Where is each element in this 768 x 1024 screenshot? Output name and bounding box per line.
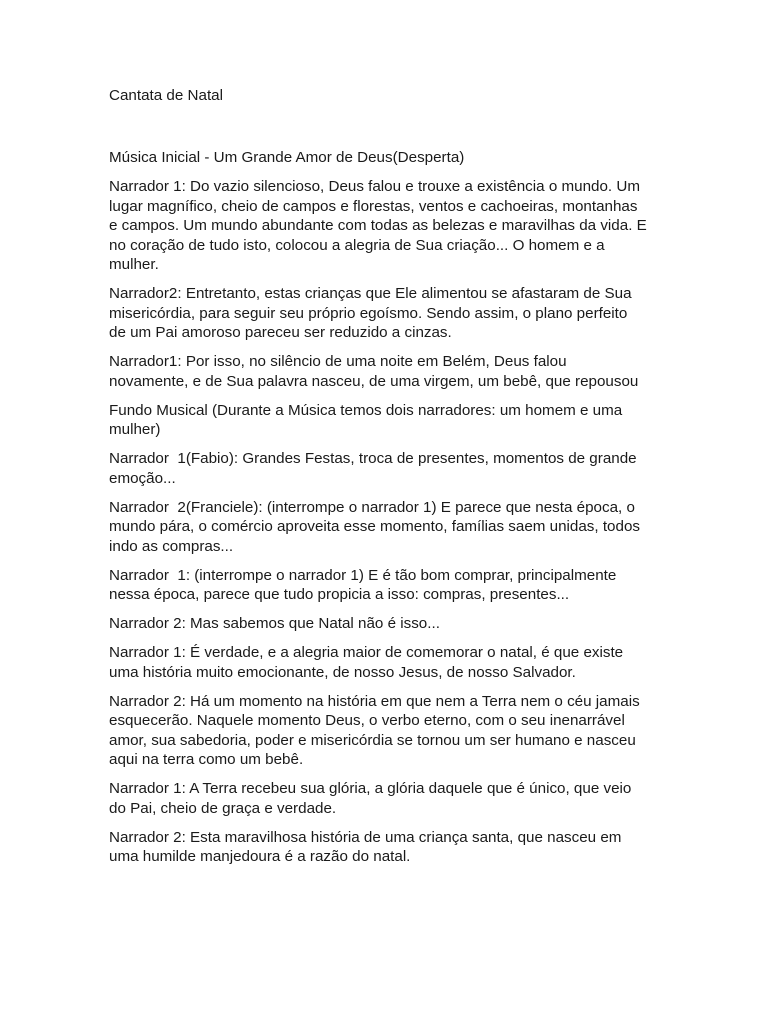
text-line: uma humilde manjedoura é a razão do natal. [109,848,411,865]
paragraph-narrador-2-natal [109,614,669,634]
text-line: no coração de tudo isto, colocou a alegria de Sua criação... O homem e a [109,236,605,254]
text-line: Narrador 2: Há um momento na história em que nem a Terra nem o céu jamais [109,692,640,710]
text-line: mulher. [109,256,159,273]
paragraph-narrador-2-momento [109,692,669,770]
text-line: mundo pára, o comércio aproveita esse momento, famílias saem unidas, todos [109,518,640,535]
text-line: do Pai, cheio de graça e verdade. [109,799,337,817]
paragraph-narrador-2-crianca [109,828,669,867]
text-line: Narrador 2(Franciele): (interrompe o narrador 1) E parece que nesta época, o [109,498,635,516]
text-line: indo as compras... [109,537,234,555]
paragraph-narrador-1-fabio [109,449,669,488]
text-line: Fundo Musical (Durante a Música temos dois narradores: um homem e uma [109,401,623,419]
text-line: esquecerão. Naquele momento Deus, o verbo eterno, com o seu inenarrável [109,712,625,729]
text-line: aqui na terra como um bebê. [109,751,304,768]
text-line: Narrador 1: A Terra recebeu sua glória, a glória daquele que é único, que veio [109,780,632,797]
text-line: lugar magnífico, cheio de campos e florestas, ventos e cachoeiras, montanhas [109,197,638,215]
paragraph-narrador-1 [109,177,669,275]
text-line: e campos. Um mundo abundante com todas as belezas e maravilhas da vida. E [109,217,647,234]
text-line: Narrador 2: Esta maravilhosa história de uma criança santa, que nasceu em [109,828,622,846]
paragraph-narrador-2-franciele [109,498,669,557]
text-line: uma história muito emocionante, de nosso Jesus, de nosso Salvador. [109,663,576,681]
text-line: amor, sua sabedoria, poder e misericórdia se tornou um ser humano e nasceu [109,731,636,749]
text-line: de um Pai amoroso pareceu ser reduzido a cinzas. [109,324,452,341]
text-line: Música Inicial - Um Grande Amor de Deus(Desperta) [109,149,465,166]
text-line: Narrador 1: (interrompe o narrador 1) E é tão bom comprar, principalmente [109,566,617,584]
paragraph-narrador-1-gloria [109,779,669,818]
text-line: Narrador 1: Do vazio silencioso, Deus falou e trouxe a existência o mundo. Um [109,178,640,195]
text-line: novamente, e de Sua palavra nasceu, de uma virgem, um bebê, que repousou [109,372,639,390]
paragraph-narrador-1-belem [109,352,669,391]
text-line: mulher) [109,421,161,438]
text-line: misericórdia, para seguir seu próprio egoísmo. Sendo assim, o plano perfeito [109,304,628,322]
document-body [109,148,669,876]
text-line: Narrador 1(Fabio): Grandes Festas, troca de presentes, momentos de grande [109,450,637,467]
paragraph-narrador-1-verdade [109,643,669,682]
paragraph-musica-inicial [109,148,669,168]
paragraph-fundo-musical [109,401,669,440]
paragraph-narrador-2 [109,284,669,343]
text-line: Narrador2: Entretanto, estas crianças que Ele alimentou se afastaram de Sua [109,285,632,302]
text-line: Narrador 1: É verdade, e a alegria maior de comemorar o natal, é que existe [109,644,624,661]
text-line: emoção... [109,469,176,487]
document-title: Cantata de Natal [109,87,223,104]
text-line: Narrador 2: Mas sabemos que Natal não é isso... [109,615,440,632]
text-line: Narrador1: Por isso, no silêncio de uma noite em Belém, Deus falou [109,353,567,370]
text-line: nessa época, parece que tudo propicia a isso: compras, presentes... [109,586,570,603]
paragraph-narrador-1-comprar [109,566,669,605]
